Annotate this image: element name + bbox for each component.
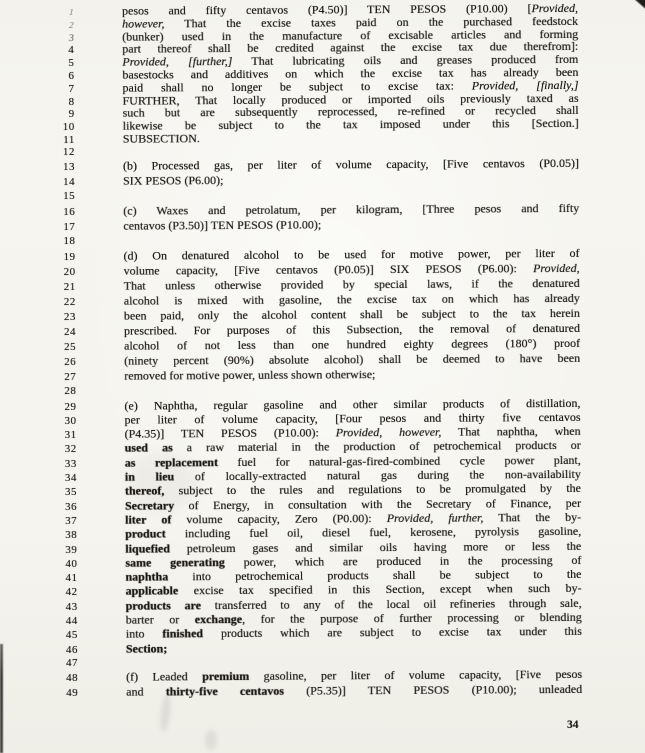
- line-text: [124, 390, 580, 393]
- line-text: (c) Waxes and petrolatum, per kilogram, [Three pesos and fifty: [123, 200, 580, 218]
- line-number: 41: [65, 572, 78, 585]
- line-number: 8: [68, 95, 75, 108]
- line-number: 13: [62, 160, 76, 173]
- line-number: 46: [65, 643, 78, 656]
- line-number: 33: [64, 457, 77, 470]
- line-text: [126, 663, 582, 666]
- line-number: 38: [65, 529, 78, 542]
- line-number: 47: [65, 656, 79, 669]
- line-text: Section;: [125, 641, 168, 656]
- line-text: (bunker) used in the manufacture of excisable articles and forming: [122, 26, 579, 44]
- line-text: (f) Leaded premium gasoline, per liter of volume capacity, [Five pesos: [126, 667, 583, 684]
- line-text: Provided, [further,] That lubricating oils and greases produced from: [122, 52, 579, 69]
- line-text: and thirty-five centavos (P5.35)] TEN PESOS (P10.00); unleaded: [126, 681, 583, 699]
- line-text: basestocks and additives on which the excise tax has already been: [122, 64, 579, 82]
- line-number: 7: [68, 82, 75, 95]
- line-text: (P4.35)] TEN PESOS (P10.00): Provided, however, That naphtha, when: [124, 424, 581, 441]
- scan-corner-artifact: [632, 0, 645, 10]
- line-text: (d) On denatured alcohol to be used for motive power, per liter of: [123, 245, 580, 263]
- line-text: paid shall no longer be subject to excise tax: Provided, [finally,]: [122, 77, 579, 95]
- line-number: 1: [67, 6, 76, 18]
- line-text: Secretary of Energy, in consultation with the Secretary of Finance, per: [125, 495, 582, 513]
- line-text: barter or exchange, for the purpose of further processing or blending: [125, 609, 582, 627]
- line-text: pesos and fifty centavos (P4.50)] TEN PESOS (P10.00) [Provided,: [121, 0, 579, 18]
- line-text: however, That the excise taxes paid on the purchased feedstock: [122, 13, 579, 31]
- line-number: 17: [63, 220, 76, 233]
- line-text: thereof, subject to the rules and regulations to be promulgated by the: [124, 481, 582, 499]
- line-number: 49: [66, 686, 79, 699]
- line-number: 43: [65, 600, 78, 613]
- line-text: naphtha into petrochemical products shall be subject to the: [125, 567, 582, 584]
- line-text: per liter of volume capacity, [Four pesos and thirty five centavos: [124, 409, 581, 427]
- line-text: same generating power, which are produced in the processing of: [125, 552, 582, 570]
- scan-smudge: [159, 694, 172, 733]
- line-text: [123, 240, 579, 243]
- line-text: in lieu of locally-extracted natural gas during the non-availability: [124, 466, 581, 484]
- line-text: (e) Naphtha, regular gasoline and other similar products of distillation,: [124, 395, 581, 413]
- line-number: 19: [63, 250, 76, 263]
- line-number: 42: [65, 586, 78, 599]
- line-text: alcohol of not less than one hundred eighty degrees (180°) proof: [124, 335, 581, 353]
- line-number: 27: [64, 370, 77, 383]
- line-number: 9: [68, 108, 75, 121]
- line-number: 24: [63, 325, 77, 338]
- line-number: 4: [68, 44, 75, 57]
- line-text: such but are subsequently reprocessed, re-refined or recycled shall: [122, 103, 579, 121]
- line-number: 35: [64, 486, 78, 499]
- line-text: been paid, only the alcohol content shall be subject to the tax herein: [123, 305, 580, 323]
- line-number: 48: [66, 672, 79, 685]
- line-number: 40: [65, 557, 78, 570]
- line-number: 28: [64, 384, 77, 397]
- scan-left-edge-artifact: [0, 644, 3, 753]
- line-text: used as a raw material in the production of petrochemical products or: [124, 438, 581, 456]
- line-text: alcohol is mixed with gasoline, the excise tax on which has already: [123, 290, 580, 308]
- line-text: [123, 195, 579, 198]
- line-number: 16: [63, 205, 76, 218]
- line-text: SIX PESOS (P6.00);: [123, 172, 224, 188]
- line-number: 34: [64, 472, 77, 485]
- line-number: 32: [64, 443, 77, 456]
- line-text: as replacement fuel for natural-gas-fired-combined cycle power plant,: [124, 452, 581, 470]
- line-number: 31: [64, 429, 77, 442]
- line-text: That unless otherwise provided by special laws, if the denatured: [123, 275, 580, 293]
- line-number: 25: [64, 340, 77, 353]
- line-number: 30: [64, 414, 77, 427]
- line-number: 37: [65, 514, 78, 527]
- line-text: removed for motive power, unless shown otherwise;: [124, 366, 376, 383]
- line-number: 12: [62, 145, 75, 158]
- line-text: centavos (P3.50)] TEN PESOS (P10.00);: [123, 217, 322, 233]
- line-text: (b) Processed gas, per liter of volume capacity, [Five centavos (P0.05)]: [122, 155, 580, 173]
- line-number: 18: [63, 234, 76, 247]
- line-number: 6: [68, 69, 75, 82]
- line-number: 10: [62, 121, 75, 134]
- line-text: prescribed. For purposes of this Subsection, the removal of denatured: [123, 320, 581, 338]
- line-number: 26: [64, 355, 77, 368]
- line-number: 11: [63, 133, 75, 147]
- line-number: 15: [63, 189, 76, 202]
- line-number: 3: [68, 32, 76, 44]
- line-text: FURTHER, That locally produced or imported oils previously taxed as: [122, 90, 579, 108]
- line-number: 22: [63, 295, 76, 308]
- line-number: 44: [65, 614, 78, 628]
- line-text: likewise be subject to the tax imposed under this [Section.]: [122, 116, 579, 133]
- line-text: volume capacity, [Five centavos (P0.05)] SIX PESOS (P6.00): Provided,: [123, 260, 580, 278]
- line-number: 2: [68, 19, 76, 30]
- line-text: products are transferred to any of the local oil refineries through sale,: [125, 595, 582, 613]
- line-number: 5: [68, 57, 75, 70]
- line-number: 29: [64, 400, 77, 413]
- line-number: 20: [63, 265, 76, 278]
- page-content: [0, 1, 645, 699]
- line-text: applicable excise tax specified in this Section, except when such by-: [125, 581, 582, 599]
- line-number: 39: [65, 543, 78, 556]
- scan-smudge: [128, 452, 198, 512]
- line-text: liquefied petroleum gases and similar oils having more or less the: [125, 538, 582, 556]
- line-text: liter of volume capacity, Zero (P0.00): Provided, further, That the by-: [125, 509, 582, 527]
- line-text: into finished products which are subject to excise tax under this: [125, 624, 582, 641]
- line-row: [4, 681, 645, 699]
- line-text: [123, 152, 579, 155]
- line-number: 36: [65, 500, 78, 513]
- line-text: SUBSECTION.: [122, 131, 200, 146]
- line-number: 45: [65, 629, 78, 642]
- line-number: 14: [63, 175, 76, 188]
- line-text: part thereof shall be credited against the excise tax due therefrom]:: [122, 39, 579, 57]
- document-lines: [0, 1, 645, 699]
- line-number: 21: [63, 280, 76, 293]
- line-text: product including fuel oil, diesel fuel, kerosene, pyrolysis gasoline,: [125, 524, 582, 541]
- scan-smudge: [205, 730, 217, 750]
- line-number: 23: [63, 310, 76, 323]
- line-text: (ninety percent (90%) absolute alcohol) shall be deemed to have been: [124, 350, 581, 368]
- page-number: 34: [567, 719, 579, 731]
